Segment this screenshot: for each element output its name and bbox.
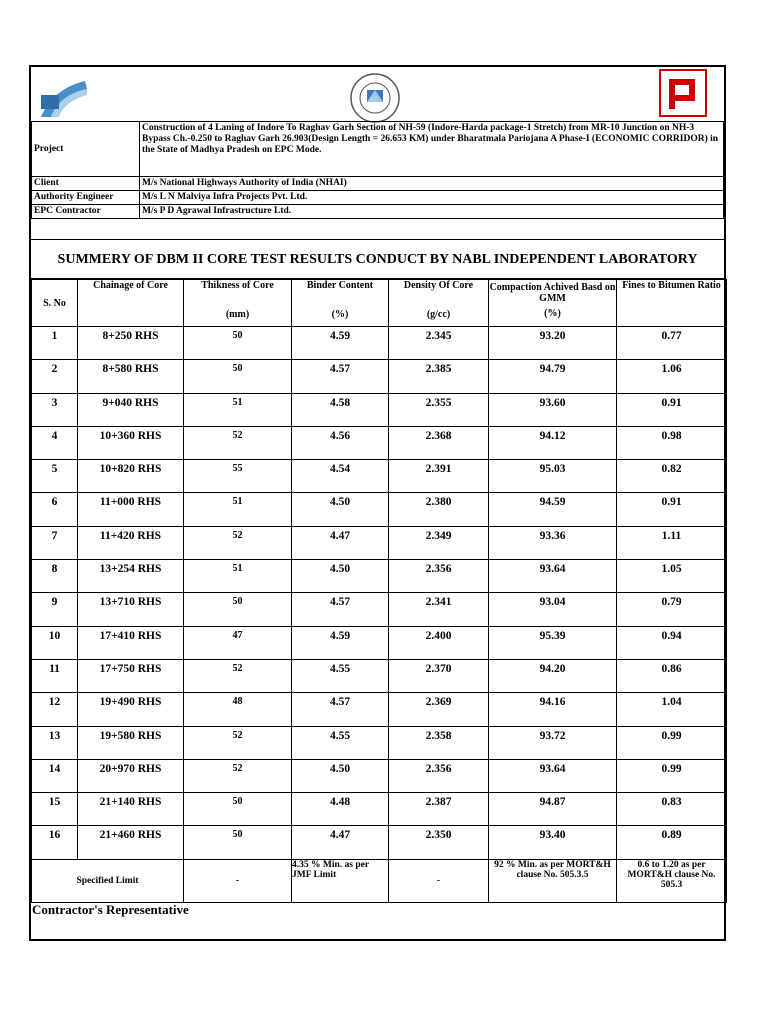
cell-compaction: 93.60	[489, 393, 617, 426]
cell-binder: 4.59	[292, 626, 389, 659]
cell-fines: 0.79	[617, 593, 727, 626]
table-row	[32, 826, 727, 859]
cell-sno: 14	[32, 759, 78, 792]
cell-binder: 4.47	[292, 826, 389, 859]
cell-fines: 0.91	[617, 393, 727, 426]
cell-density: 2.400	[389, 626, 489, 659]
cell-sno: 13	[32, 726, 78, 759]
client-row	[32, 177, 724, 191]
cell-fines: 1.05	[617, 560, 727, 593]
limit-fines: 0.6 to 1.20 as per MORT&H clause No. 505.3	[617, 859, 727, 902]
cell-density: 2.387	[389, 793, 489, 826]
cell-compaction: 93.72	[489, 726, 617, 759]
cell-compaction: 95.39	[489, 626, 617, 659]
cell-density: 2.368	[389, 426, 489, 459]
cell-sno: 8	[32, 560, 78, 593]
header-row	[32, 280, 727, 327]
cell-binder: 4.54	[292, 460, 389, 493]
contractor-value: M/s P D Agrawal Infrastructure Ltd.	[140, 205, 724, 219]
cell-compaction: 94.12	[489, 426, 617, 459]
cell-density: 2.391	[389, 460, 489, 493]
cell-fines: 0.98	[617, 426, 727, 459]
cell-chainage: 8+250 RHS	[78, 327, 184, 360]
engineer-row	[32, 191, 724, 205]
table-row	[32, 426, 727, 459]
cell-sno: 6	[32, 493, 78, 526]
header	[31, 67, 724, 122]
cell-binder: 4.55	[292, 726, 389, 759]
cell-binder: 4.48	[292, 793, 389, 826]
cell-thickness: 50	[184, 360, 292, 393]
cell-compaction: 93.36	[489, 526, 617, 559]
cell-chainage: 17+410 RHS	[78, 626, 184, 659]
cell-compaction: 94.20	[489, 659, 617, 692]
cell-compaction: 93.64	[489, 759, 617, 792]
cell-thickness: 47	[184, 626, 292, 659]
cell-thickness: 48	[184, 693, 292, 726]
page-title: SUMMERY OF DBM II CORE TEST RESULTS CONDUCT BY NABL INDEPENDENT LABORATORY	[31, 239, 724, 279]
cell-fines: 1.11	[617, 526, 727, 559]
cell-sno: 5	[32, 460, 78, 493]
cell-chainage: 19+490 RHS	[78, 693, 184, 726]
cell-sno: 11	[32, 659, 78, 692]
cell-fines: 0.77	[617, 327, 727, 360]
table-row	[32, 659, 727, 692]
cell-binder: 4.57	[292, 593, 389, 626]
col-compaction	[489, 280, 617, 327]
cell-thickness: 50	[184, 793, 292, 826]
cell-compaction: 93.64	[489, 560, 617, 593]
cell-sno: 9	[32, 593, 78, 626]
cell-density: 2.369	[389, 693, 489, 726]
cell-density: 2.345	[389, 327, 489, 360]
col-density-label: Density Of Core	[403, 280, 474, 291]
cell-density: 2.358	[389, 726, 489, 759]
col-chainage	[78, 280, 184, 327]
col-density	[389, 280, 489, 327]
table-row	[32, 593, 727, 626]
cell-compaction: 93.20	[489, 327, 617, 360]
cell-thickness: 52	[184, 726, 292, 759]
table-row	[32, 793, 727, 826]
cell-binder: 4.56	[292, 426, 389, 459]
contractor-label: EPC Contractor	[32, 205, 140, 219]
cell-chainage: 8+580 RHS	[78, 360, 184, 393]
table-row	[32, 626, 727, 659]
limit-row	[32, 859, 727, 902]
cell-density: 2.370	[389, 659, 489, 692]
engineer-value: M/s L N Malviya Infra Projects Pvt. Ltd.	[140, 191, 724, 205]
cell-compaction: 95.03	[489, 460, 617, 493]
cell-compaction: 94.59	[489, 493, 617, 526]
col-density-unit: (g/cc)	[426, 309, 451, 320]
contractor-row	[32, 205, 724, 219]
cell-binder: 4.57	[292, 693, 389, 726]
limit-compaction: 92 % Min. as per MORT&H clause No. 505.3.5	[489, 859, 617, 902]
table-row	[32, 360, 727, 393]
cell-density: 2.385	[389, 360, 489, 393]
cell-fines: 0.99	[617, 726, 727, 759]
cell-compaction: 94.87	[489, 793, 617, 826]
cell-chainage: 11+420 RHS	[78, 526, 184, 559]
cell-chainage: 17+750 RHS	[78, 659, 184, 692]
cell-thickness: 51	[184, 560, 292, 593]
cell-chainage: 21+460 RHS	[78, 826, 184, 859]
cell-chainage: 11+000 RHS	[78, 493, 184, 526]
cell-binder: 4.50	[292, 759, 389, 792]
table-row	[32, 560, 727, 593]
col-thickness	[184, 280, 292, 327]
cell-binder: 4.47	[292, 526, 389, 559]
col-binder-unit: (%)	[331, 309, 349, 320]
cell-compaction: 93.40	[489, 826, 617, 859]
col-binder-label: Binder Content	[306, 280, 374, 291]
pd-logo	[659, 69, 707, 117]
col-thickness-label: Thikness of Core	[201, 280, 274, 291]
cell-chainage: 20+970 RHS	[78, 759, 184, 792]
project-label: Project	[32, 122, 140, 177]
results-body	[32, 327, 727, 860]
cell-sno: 10	[32, 626, 78, 659]
cell-thickness: 52	[184, 526, 292, 559]
table-row	[32, 726, 727, 759]
table-row	[32, 693, 727, 726]
cell-thickness: 50	[184, 826, 292, 859]
project-info-table	[31, 121, 724, 219]
limit-label: Specified Limit	[32, 859, 184, 902]
table-row	[32, 460, 727, 493]
contractor-signature-label: Contractor's Representative	[32, 902, 189, 917]
cell-fines: 0.94	[617, 626, 727, 659]
cell-fines: 0.89	[617, 826, 727, 859]
cell-sno: 7	[32, 526, 78, 559]
cell-fines: 0.91	[617, 493, 727, 526]
nhai-logo	[37, 73, 89, 121]
cell-binder: 4.59	[292, 327, 389, 360]
project-value: Construction of 4 Laning of Indore To Raghav Garh Section of NH-59 (Indore-Harda package-1 Stretch) from MR-10 Junction on NH-3 Bypass Ch.-0.250 to Raghav Garh 26.903(Design Length = 26.653 KM) under Bharatmala Pariojana A Phase-I (ECONOMIC CORRIDOR) in the State of Madhya Pradesh on EPC Mode.	[140, 122, 724, 177]
cell-sno: 4	[32, 426, 78, 459]
cell-sno: 3	[32, 393, 78, 426]
engineer-label: Authority Engineer	[32, 191, 140, 205]
cell-fines: 0.99	[617, 759, 727, 792]
cell-compaction: 94.79	[489, 360, 617, 393]
document-sheet	[29, 65, 726, 941]
cell-chainage: 13+254 RHS	[78, 560, 184, 593]
cell-chainage: 13+710 RHS	[78, 593, 184, 626]
cell-chainage: 10+360 RHS	[78, 426, 184, 459]
cell-fines: 1.04	[617, 693, 727, 726]
cell-thickness: 52	[184, 426, 292, 459]
cell-density: 2.350	[389, 826, 489, 859]
cell-binder: 4.55	[292, 659, 389, 692]
cell-binder: 4.57	[292, 360, 389, 393]
cell-chainage: 10+820 RHS	[78, 460, 184, 493]
cell-sno: 15	[32, 793, 78, 826]
project-row	[32, 122, 724, 177]
cell-density: 2.380	[389, 493, 489, 526]
cell-density: 2.356	[389, 560, 489, 593]
limit-binder: 4.35 % Min. as per JMF Limit	[292, 859, 389, 902]
client-value: M/s National Highways Authority of India (NHAI)	[140, 177, 724, 191]
results-table	[31, 279, 727, 903]
cell-density: 2.341	[389, 593, 489, 626]
cell-compaction: 93.04	[489, 593, 617, 626]
cell-chainage: 21+140 RHS	[78, 793, 184, 826]
cell-density: 2.355	[389, 393, 489, 426]
cell-thickness: 50	[184, 593, 292, 626]
cell-thickness: 52	[184, 659, 292, 692]
table-row	[32, 393, 727, 426]
col-fines	[617, 280, 727, 327]
cell-density: 2.349	[389, 526, 489, 559]
cell-sno: 12	[32, 693, 78, 726]
col-compaction-label: Compaction Achived Basd on GMM	[489, 282, 616, 304]
limit-density: -	[389, 859, 489, 902]
cell-fines: 1.06	[617, 360, 727, 393]
cell-binder: 4.58	[292, 393, 389, 426]
cell-chainage: 9+040 RHS	[78, 393, 184, 426]
cell-thickness: 50	[184, 327, 292, 360]
col-compaction-unit: (%)	[544, 308, 561, 319]
col-sno: S. No	[32, 280, 78, 327]
lnm-logo	[341, 72, 409, 124]
cell-fines: 0.86	[617, 659, 727, 692]
cell-sno: 1	[32, 327, 78, 360]
cell-chainage: 19+580 RHS	[78, 726, 184, 759]
table-row	[32, 493, 727, 526]
cell-fines: 0.83	[617, 793, 727, 826]
cell-thickness: 55	[184, 460, 292, 493]
cell-thickness: 51	[184, 393, 292, 426]
col-binder	[292, 280, 389, 327]
table-row	[32, 759, 727, 792]
cell-thickness: 51	[184, 493, 292, 526]
col-chainage-label: Chainage of Core	[93, 280, 168, 291]
limit-thickness: -	[184, 859, 292, 902]
cell-thickness: 52	[184, 759, 292, 792]
cell-sno: 16	[32, 826, 78, 859]
cell-density: 2.356	[389, 759, 489, 792]
col-thickness-unit: (mm)	[225, 309, 250, 320]
cell-fines: 0.82	[617, 460, 727, 493]
table-row	[32, 327, 727, 360]
cell-binder: 4.50	[292, 560, 389, 593]
table-row	[32, 526, 727, 559]
client-label: Client	[32, 177, 140, 191]
cell-sno: 2	[32, 360, 78, 393]
cell-compaction: 94.16	[489, 693, 617, 726]
col-fines-label: Fines to Bitumen Ratio	[622, 280, 721, 291]
cell-binder: 4.50	[292, 493, 389, 526]
